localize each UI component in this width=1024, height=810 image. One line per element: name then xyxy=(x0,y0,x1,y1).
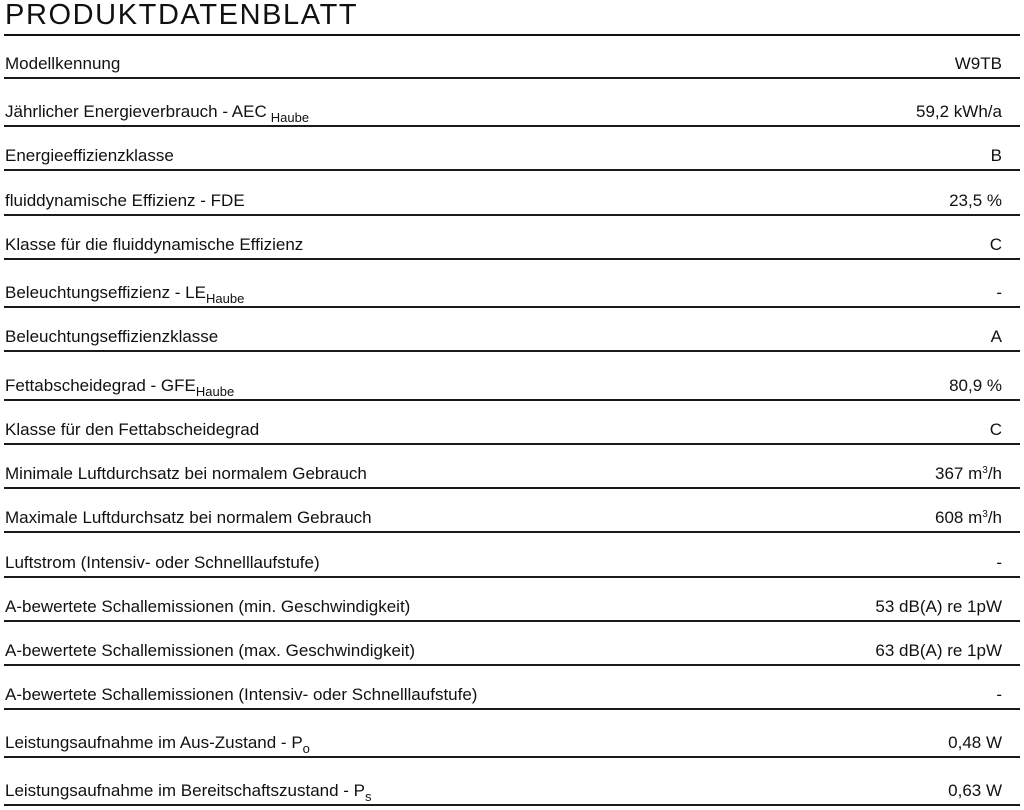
row-label: A-bewertete Schallemissionen (min. Geschwindigkeit) xyxy=(5,597,411,616)
row-value: 63 dB(A) re 1pW xyxy=(875,641,1002,660)
row-value: - xyxy=(996,553,1002,572)
row-label-subscript: Haube xyxy=(270,110,310,125)
table-row-grease-class xyxy=(4,401,1020,445)
row-label: Jährlicher Energieverbrauch - AEC $_{Haube}$ xyxy=(5,102,310,125)
table-row-grease-filtering xyxy=(4,352,1020,401)
row-label: Beleuchtungseffizienz - $LE_{Haube}$ xyxy=(5,283,245,306)
row-label: Minimale Luftdurchsatz bei normalem Gebrauch xyxy=(5,464,367,483)
row-value: 80,9 % xyxy=(949,376,1002,395)
row-value: B xyxy=(990,146,1002,165)
row-label-subscript: o xyxy=(302,741,310,756)
row-value: 608 $m^3/h$ xyxy=(935,508,1002,527)
row-label: Klasse für die fluiddynamische Effizienz xyxy=(5,235,304,254)
row-label: Modellkennung xyxy=(5,54,121,73)
row-label-subscript: Haube xyxy=(205,291,245,306)
table-row-min-airflow xyxy=(4,445,1020,489)
row-label: Energieeffizienzklasse xyxy=(5,146,174,165)
row-label: fluiddynamische Effizienz - FDE xyxy=(5,191,245,210)
row-value: - xyxy=(996,283,1002,302)
row-value: W9TB xyxy=(954,54,1002,73)
table-row-fde xyxy=(4,171,1020,216)
product-data-sheet xyxy=(4,0,1020,804)
table-row-noise-boost xyxy=(4,666,1020,710)
row-label: Leistungsaufnahme im $Aus-Zustand - P_o$ xyxy=(5,733,310,756)
row-label: Leistungsaufnahme im Bereitschaftszustand - $P_s$ xyxy=(5,781,372,804)
row-label: Luftstrom (Intensiv- oder Schnelllaufstufe) xyxy=(5,553,320,572)
row-value: 59,2 kWh/a xyxy=(916,102,1002,121)
table-row-power-standby xyxy=(4,758,1020,806)
row-value: 23,5 % xyxy=(949,191,1002,210)
row-value: 53 dB(A) re 1pW xyxy=(875,597,1002,616)
table-row-boost-airflow xyxy=(4,533,1020,578)
row-value: C xyxy=(989,235,1002,254)
row-value: 367 $m^3/h$ xyxy=(935,464,1002,483)
table-row-lighting-class xyxy=(4,308,1020,352)
row-value: C xyxy=(989,420,1002,439)
row-label: Maximale Luftdurchsatz bei normalem Gebrauch xyxy=(5,508,372,527)
table-row-max-airflow xyxy=(4,489,1020,533)
row-label: Fettabscheidegrad - $GFE_{Haube}$ xyxy=(5,376,235,399)
table-row-fde-class xyxy=(4,216,1020,260)
row-value: 0,63 W xyxy=(948,781,1002,800)
row-label: Beleuchtungseffizienzklasse xyxy=(5,327,219,346)
table-row-noise-min xyxy=(4,578,1020,622)
row-value: 0,48 W xyxy=(948,733,1002,752)
row-value: - xyxy=(996,685,1002,704)
row-label: Klasse für den Fettabscheidegrad xyxy=(5,420,260,439)
table-row-power-off xyxy=(4,710,1020,758)
table-row-model-id xyxy=(4,36,1020,79)
row-label: A-bewertete Schallemissionen (Intensiv- oder Schnelllaufstufe) xyxy=(5,685,478,704)
row-value: A xyxy=(990,327,1002,346)
table-row-lighting-efficiency xyxy=(4,260,1020,308)
table-row-noise-max xyxy=(4,622,1020,666)
row-label: A-bewertete Schallemissionen (max. Geschwindigkeit) xyxy=(5,641,416,660)
page-title: PRODUKTDATENBLATT xyxy=(4,0,1020,36)
table-row-energy-class xyxy=(4,127,1020,171)
row-label-subscript: Haube xyxy=(195,384,235,399)
table-row-annual-energy xyxy=(4,79,1020,127)
row-label-subscript: s xyxy=(365,789,372,804)
